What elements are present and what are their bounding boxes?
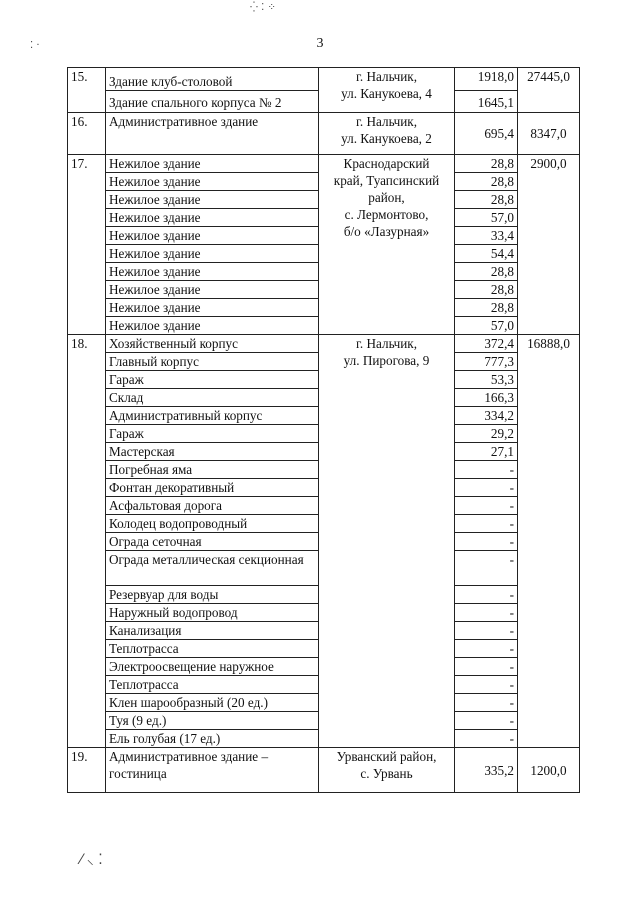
area-value: -	[455, 640, 518, 658]
area-value: 57,0	[455, 209, 518, 227]
row-number: 18.	[68, 335, 106, 748]
item-name: Канализация	[106, 622, 319, 640]
area-value: 1645,1	[455, 91, 518, 113]
item-name: Нежилое здание	[106, 209, 319, 227]
area-value: 33,4	[455, 227, 518, 245]
area-value: 28,8	[455, 263, 518, 281]
area-value: 57,0	[455, 317, 518, 335]
item-name: Ограда сеточная	[106, 533, 319, 551]
area-value: -	[455, 479, 518, 497]
item-name: Ель голубая (17 ед.)	[106, 730, 319, 748]
item-name: Административный корпус	[106, 407, 319, 425]
item-name: Нежилое здание	[106, 299, 319, 317]
area-value: -	[455, 461, 518, 479]
item-name: Электроосвещение наружное	[106, 658, 319, 676]
total-value: 2900,0	[518, 155, 580, 335]
row-number: 19.	[68, 748, 106, 793]
area-value: -	[455, 658, 518, 676]
scan-noise: ⁛ ⁚ ⁘	[250, 2, 276, 13]
area-value: 28,8	[455, 155, 518, 173]
item-name: Теплотрасса	[106, 676, 319, 694]
item-name: Асфальтовая дорога	[106, 497, 319, 515]
area-value: 166,3	[455, 389, 518, 407]
area-value: 1918,0	[455, 68, 518, 91]
area-value: -	[455, 515, 518, 533]
item-name: Погребная яма	[106, 461, 319, 479]
table-row	[68, 113, 580, 155]
total-value: 27445,0	[518, 68, 580, 113]
location-cell: Краснодарский край, Туапсинский район, с. Лермонтово, б/о «Лазурная»	[319, 155, 455, 335]
item-name: Гараж	[106, 425, 319, 443]
table-row	[68, 155, 580, 173]
total-value: 1200,0	[518, 748, 580, 793]
item-name: Мастерская	[106, 443, 319, 461]
item-name: Нежилое здание	[106, 173, 319, 191]
item-name: Колодец водопроводный	[106, 515, 319, 533]
area-value: 28,8	[455, 191, 518, 209]
area-value: 372,4	[455, 335, 518, 353]
area-value: -	[455, 533, 518, 551]
area-value: 695,4	[455, 113, 518, 155]
item-name: Клен шарообразный (20 ед.)	[106, 694, 319, 712]
area-value: 28,8	[455, 173, 518, 191]
property-table-body	[68, 68, 580, 793]
area-value: -	[455, 694, 518, 712]
area-value: -	[455, 497, 518, 515]
item-name: Наружный водопровод	[106, 604, 319, 622]
item-name: Резервуар для воды	[106, 586, 319, 604]
row-number: 15.	[68, 68, 106, 113]
item-name: Нежилое здание	[106, 155, 319, 173]
item-name: Административное здание	[106, 113, 319, 155]
location-cell: г. Нальчик, ул. Канукоева, 2	[319, 113, 455, 155]
item-name: Ограда металлическая секционная	[106, 551, 319, 586]
item-name: Нежилое здание	[106, 245, 319, 263]
area-value: 27,1	[455, 443, 518, 461]
item-name: Склад	[106, 389, 319, 407]
area-value: 334,2	[455, 407, 518, 425]
item-name: Здание клуб-столовой	[106, 68, 319, 91]
area-value: 28,8	[455, 281, 518, 299]
row-number: 17.	[68, 155, 106, 335]
area-value: -	[455, 712, 518, 730]
table-row	[68, 335, 580, 353]
scan-noise: ⁄ ⸜ ⁚	[80, 852, 103, 868]
area-value: -	[455, 586, 518, 604]
item-name: Главный корпус	[106, 353, 319, 371]
item-name: Здание спального корпуса № 2	[106, 91, 319, 113]
area-value: -	[455, 622, 518, 640]
area-value: -	[455, 730, 518, 748]
area-value: 335,2	[455, 748, 518, 793]
item-name: Нежилое здание	[106, 281, 319, 299]
item-name: Гараж	[106, 371, 319, 389]
location-cell: г. Нальчик, ул. Пирогова, 9	[319, 335, 455, 748]
page-number: 3	[316, 36, 324, 51]
item-name: Нежилое здание	[106, 263, 319, 281]
area-value: -	[455, 604, 518, 622]
item-name: Нежилое здание	[106, 191, 319, 209]
total-value: 16888,0	[518, 335, 580, 748]
area-value: 28,8	[455, 299, 518, 317]
location-cell: Урванский район, с. Урвань	[319, 748, 455, 793]
item-name: Административное здание – гостиница	[106, 748, 319, 793]
item-name: Нежилое здание	[106, 317, 319, 335]
total-value: 8347,0	[518, 113, 580, 155]
row-number: 16.	[68, 113, 106, 155]
item-name: Теплотрасса	[106, 640, 319, 658]
area-value: -	[455, 551, 518, 586]
item-name: Хозяйственный корпус	[106, 335, 319, 353]
item-name: Нежилое здание	[106, 227, 319, 245]
scan-noise: ⁚ ·	[30, 40, 40, 51]
area-value: 777,3	[455, 353, 518, 371]
location-cell: г. Нальчик, ул. Канукоева, 4	[319, 68, 455, 113]
table-row	[68, 68, 580, 91]
area-value: 29,2	[455, 425, 518, 443]
area-value: 53,3	[455, 371, 518, 389]
table-row	[68, 748, 580, 793]
property-table	[67, 67, 580, 793]
item-name: Туя (9 ед.)	[106, 712, 319, 730]
area-value: 54,4	[455, 245, 518, 263]
item-name: Фонтан декоративный	[106, 479, 319, 497]
area-value: -	[455, 676, 518, 694]
